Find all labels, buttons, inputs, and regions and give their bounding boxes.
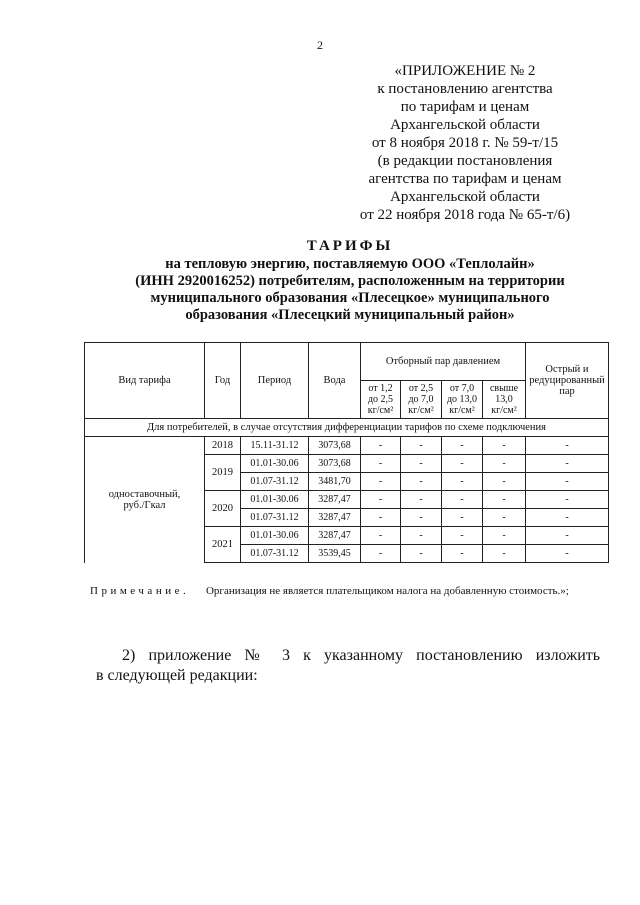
- period-cell: 01.07-31.12: [241, 473, 309, 491]
- header-steam-range-line: от 7,0: [449, 383, 475, 394]
- header-steam-range-line: кг/см²: [367, 405, 394, 416]
- appendix-line: агентства по тарифам и ценам: [368, 171, 562, 187]
- empty-value: -: [483, 509, 526, 527]
- water-value: 3073,68: [309, 437, 361, 455]
- header-steam-range: [442, 381, 483, 419]
- year-cell: 2018: [205, 437, 241, 455]
- paragraph-line-2: в следующей редакции:: [96, 667, 258, 684]
- empty-value: -: [483, 437, 526, 455]
- paragraph-word: изложить: [535, 647, 601, 664]
- water-value: 3481,70: [309, 473, 361, 491]
- empty-value: -: [526, 455, 609, 473]
- empty-value: -: [401, 545, 442, 563]
- water-value: 3287,47: [309, 527, 361, 545]
- empty-value: -: [526, 437, 609, 455]
- empty-value: -: [442, 545, 483, 563]
- empty-value: -: [483, 473, 526, 491]
- page-number: 2: [317, 38, 323, 52]
- paragraph: [96, 646, 601, 686]
- appendix-line: Архангельской области: [390, 117, 540, 133]
- empty-value: -: [361, 491, 401, 509]
- period-cell: 01.07-31.12: [241, 509, 309, 527]
- header-sharp-steam-line: редуцированный: [529, 375, 605, 386]
- subtitle-line: на тепловую энергию, поставляемую ООО «Теплолайн»: [165, 256, 535, 272]
- tariff-label-line: руб./Гкал: [123, 499, 166, 511]
- water-value: 3287,47: [309, 491, 361, 509]
- header-steam-range-line: кг/см²: [491, 405, 517, 416]
- period-cell: 01.07-31.12: [241, 545, 309, 563]
- tariff-label-line: одноставочный,: [108, 488, 181, 500]
- empty-value: -: [442, 491, 483, 509]
- header-steam-range-line: 13,0: [495, 394, 513, 405]
- water-value: 3073,68: [309, 455, 361, 473]
- empty-value: -: [526, 491, 609, 509]
- paragraph-word: указанному: [324, 647, 404, 664]
- appendix-line: «ПРИЛОЖЕНИЕ № 2: [394, 63, 536, 79]
- empty-value: -: [483, 545, 526, 563]
- period-cell: 15.11-31.12: [241, 437, 309, 455]
- note-label: Примечание.: [90, 585, 190, 597]
- empty-value: -: [483, 491, 526, 509]
- empty-value: -: [361, 545, 401, 563]
- subtitle-line: (ИНН 2920016252) потребителям, расположенным на территории: [135, 273, 565, 289]
- header-steam-range: [483, 381, 526, 419]
- empty-value: -: [442, 437, 483, 455]
- document-subtitle: [100, 256, 600, 324]
- header-steam-range-line: до 7,0: [408, 394, 434, 405]
- empty-value: -: [526, 527, 609, 545]
- empty-value: -: [401, 491, 442, 509]
- paragraph-line-1: [122, 646, 600, 666]
- header-steam-range-line: свыше: [489, 383, 519, 394]
- empty-value: -: [361, 437, 401, 455]
- empty-value: -: [361, 527, 401, 545]
- header-steam-range-line: до 2,5: [367, 394, 394, 405]
- header-tariff-type: Вид тарифа: [85, 343, 205, 419]
- appendix-line: (в редакции постановления: [377, 153, 553, 169]
- empty-value: -: [401, 473, 442, 491]
- appendix-line: к постановлению агентства: [377, 81, 553, 97]
- subtitle-line: муниципального образования «Плесецкое» муниципального: [150, 290, 550, 306]
- empty-value: -: [526, 473, 609, 491]
- table-row: [85, 437, 609, 455]
- empty-value: -: [401, 527, 442, 545]
- appendix-line: Архангельской области: [390, 189, 540, 205]
- empty-value: -: [526, 545, 609, 563]
- paragraph-word: приложение: [148, 647, 232, 664]
- appendix-line: по тарифам и ценам: [400, 99, 530, 115]
- empty-value: -: [442, 455, 483, 473]
- water-value: 3539,45: [309, 545, 361, 563]
- paragraph-word: постановлению: [416, 647, 523, 664]
- header-steam-range: [361, 381, 401, 419]
- year-cell: 2021: [205, 527, 241, 563]
- header-steam-range-line: от 2,5: [408, 383, 434, 394]
- empty-value: -: [442, 527, 483, 545]
- water-value: 3287,47: [309, 509, 361, 527]
- tariff-label: [85, 437, 205, 563]
- empty-value: -: [442, 509, 483, 527]
- paragraph-word: №: [244, 647, 269, 664]
- period-cell: 01.01-30.06: [241, 527, 309, 545]
- empty-value: -: [483, 527, 526, 545]
- tariff-table: [84, 342, 609, 563]
- paragraph-word: к: [303, 647, 311, 664]
- header-year: Год: [205, 343, 241, 419]
- empty-value: -: [401, 509, 442, 527]
- header-steam-range-line: от 1,2: [368, 383, 393, 394]
- year-cell: 2019: [205, 455, 241, 491]
- period-cell: 01.01-30.06: [241, 491, 309, 509]
- year-cell: 2020: [205, 491, 241, 527]
- header-steam-range-line: до 13,0: [446, 394, 478, 405]
- header-sharp-steam-line: пар: [559, 386, 575, 397]
- period-cell: 01.01-30.06: [241, 455, 309, 473]
- note: [90, 585, 569, 597]
- empty-value: -: [401, 455, 442, 473]
- empty-value: -: [526, 509, 609, 527]
- header-period: Период: [241, 343, 309, 419]
- header-steam-group: Отборный пар давлением: [361, 343, 526, 381]
- empty-value: -: [361, 455, 401, 473]
- subtitle-line: образования «Плесецкий муниципальный район»: [185, 307, 515, 323]
- empty-value: -: [361, 473, 401, 491]
- header-steam-range-line: кг/см²: [449, 405, 475, 416]
- note-text: Организация не является плательщиком налога на добавленную стоимость.»;: [205, 585, 569, 597]
- paragraph-word: 3: [281, 647, 290, 664]
- empty-value: -: [483, 455, 526, 473]
- empty-value: -: [401, 437, 442, 455]
- header-sharp-steam: [526, 343, 609, 419]
- paragraph-word: 2): [122, 647, 136, 664]
- document-title: ТАРИФЫ: [306, 238, 394, 254]
- header-steam-range: [401, 381, 442, 419]
- appendix-line: от 22 ноября 2018 года № 65-т/6): [359, 207, 571, 223]
- header-water: Вода: [309, 343, 361, 419]
- appendix-header: [340, 62, 590, 224]
- empty-value: -: [361, 509, 401, 527]
- appendix-line: от 8 ноября 2018 г. № 59-т/15: [371, 135, 559, 151]
- header-sharp-steam-line: Острый и: [545, 364, 589, 375]
- section-label: Для потребителей, в случае отсутствия дифференциации тарифов по схеме подключения: [85, 419, 609, 437]
- header-steam-range-line: кг/см²: [408, 405, 434, 416]
- empty-value: -: [442, 473, 483, 491]
